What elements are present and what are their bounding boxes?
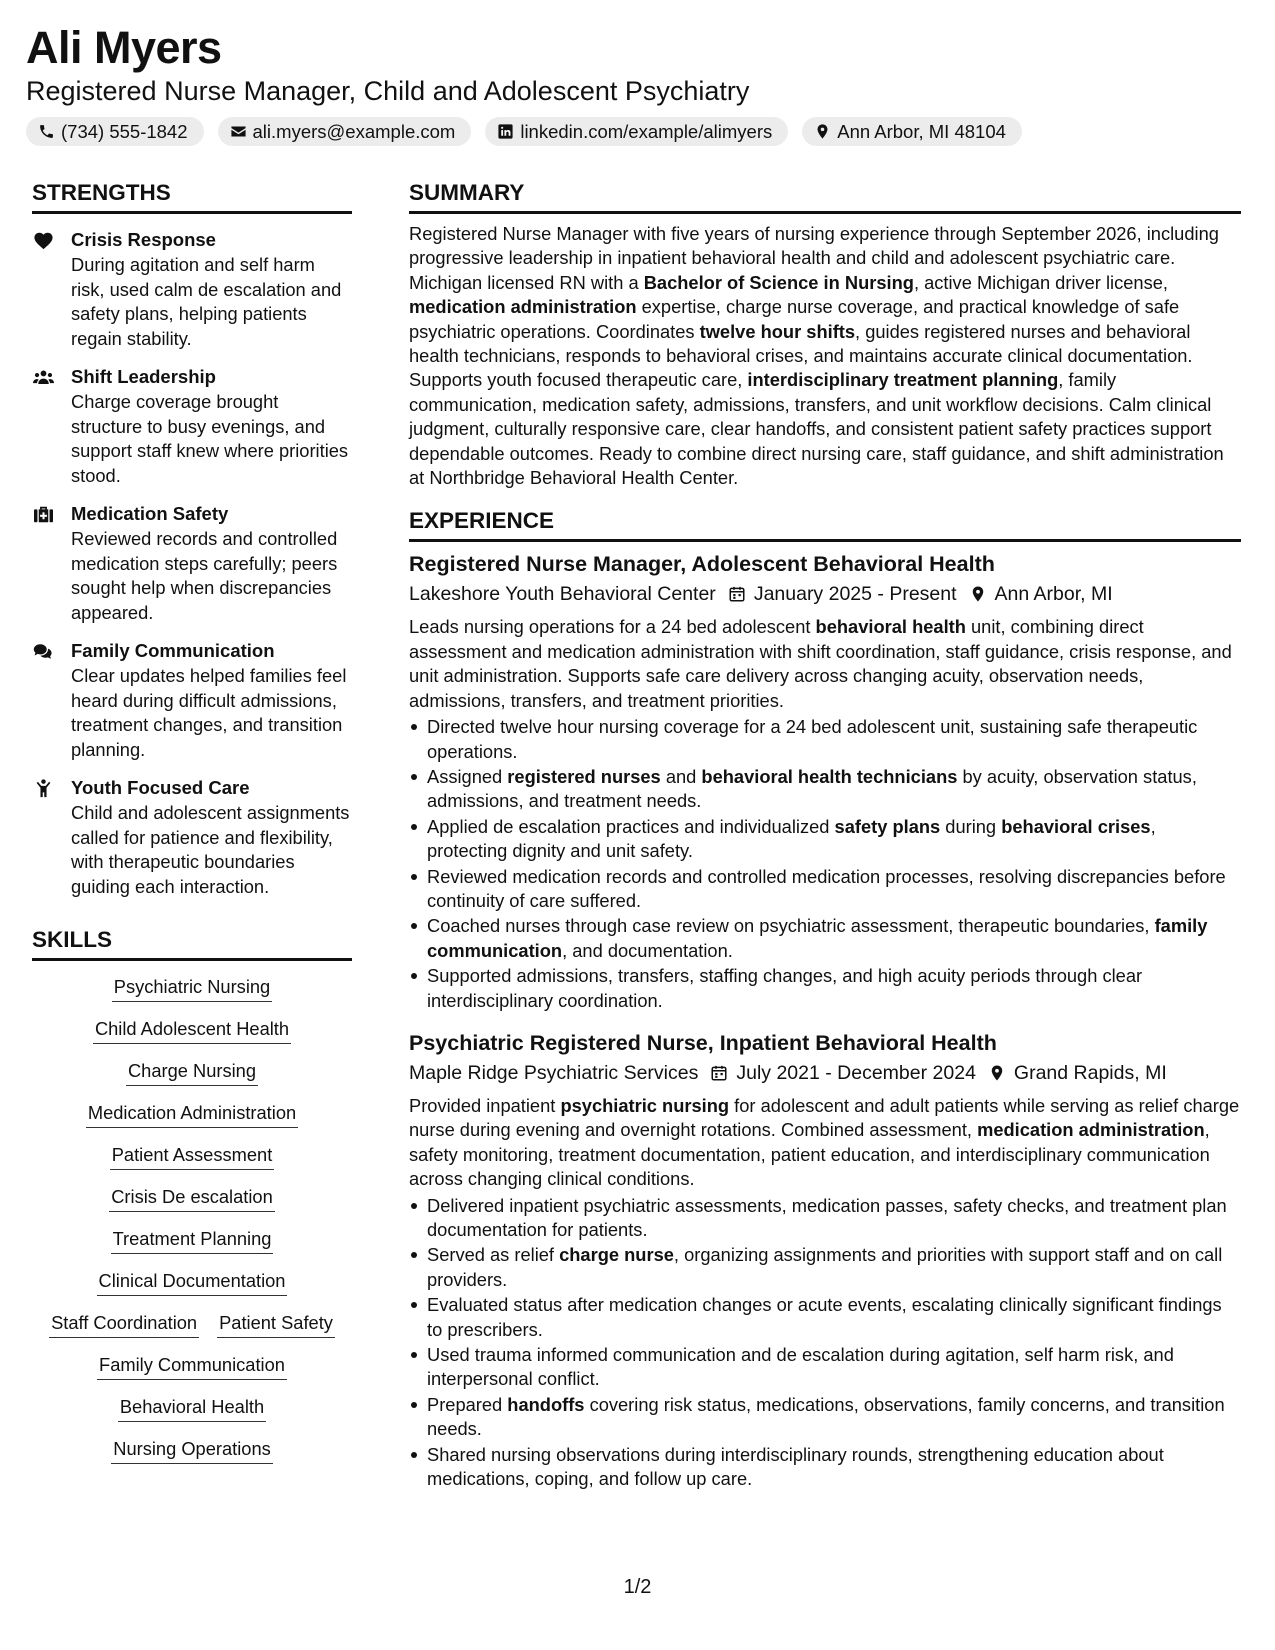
job-title: Registered Nurse Manager, Adolescent Behavioral Health	[409, 552, 995, 577]
skill-tag: Staff Coordination	[49, 1311, 199, 1338]
job-bullets	[409, 715, 1241, 1013]
bullet-item: Applied de escalation practices and individualized safety plans during behavioral crises, protecting dignity and unit safety.	[409, 815, 1241, 864]
right-column	[409, 178, 1241, 1491]
skill-tag: Charge Nursing	[126, 1059, 258, 1086]
bold-keyword: safety plans	[834, 815, 941, 837]
skill-tag: Behavioral Health	[118, 1395, 266, 1422]
summary-text: Registered Nurse Manager with five years of nursing experience through September 2026, including progressive leadership in inpatient behavioral health and child and adolescent psychiatric care. Michigan licensed RN with a Bachelor of Science in Nursing, active Michigan driver license, medication administration expertise, charge nurse coverage, and practical knowledge of safe psychiatric operations. Coordinates twelve hour shifts, guides registered nurses and behavioral health technicians, responds to behavioral crises, and maintains accurate clinical documentation. Supports youth focused therapeutic care, interdisciplinary treatment planning, family communication, medication safety, admissions, transfers, and unit workflow decisions. Calm clinical judgment, culturally responsive care, clear handoffs, and consistent patient safety practices support dependable outcomes. Ready to combine direct nursing care, staff guidance, and shift administration at Northbridge Behavioral Health Center.	[409, 223, 1224, 489]
contact-linkedin-text: linkedin.com/example/alimyers	[520, 120, 773, 142]
bullet-item: Delivered inpatient psychiatric assessments, medication passes, safety checks, and treatment plan documentation for patients.	[409, 1194, 1241, 1243]
job-location: Ann Arbor, MI	[994, 583, 1113, 606]
strength-item	[32, 502, 352, 625]
job-meta	[409, 1058, 1241, 1088]
skill-tag: Nursing Operations	[111, 1437, 273, 1464]
bold-keyword: charge nurse	[559, 1244, 674, 1266]
job-entry	[409, 1029, 1241, 1492]
strength-desc: Charge coverage brought structure to busy evenings, and support staff knew where priorities stood.	[71, 391, 349, 486]
candidate-name: Ali Myers	[26, 22, 222, 73]
bold-keyword: family communication	[427, 915, 1208, 961]
bullet-item: Prepared handoffs covering risk status, medications, observations, family concerns, and transition needs.	[409, 1393, 1241, 1442]
strength-item	[32, 776, 352, 899]
bold-keyword: twelve hour shifts	[699, 320, 856, 342]
experience-heading: EXPERIENCE	[409, 506, 1241, 542]
comments-icon	[32, 639, 71, 762]
page-number: 1/2	[623, 1576, 652, 1598]
bullet-item: Supported admissions, transfers, staffing changes, and high acuity periods through clear interdisciplinary coordination.	[409, 964, 1241, 1013]
strengths-heading: STRENGTHS	[32, 178, 352, 214]
job-description: Leads nursing operations for a 24 bed adolescent behavioral health unit, combining direct assessment and medication administration with shift coordination, staff guidance, crisis response, and unit administration. Supports safe care delivery across changing acuity, observation needs, admissions, transfers, and treatment priorities.	[409, 616, 1232, 711]
skills-list	[32, 975, 352, 1464]
skill-tag: Crisis De escalation	[109, 1185, 275, 1212]
bold-keyword: Bachelor of Science in Nursing	[643, 271, 914, 293]
strength-title: Youth Focused Care	[71, 777, 250, 798]
calendar-icon	[728, 585, 746, 603]
job-description: Provided inpatient psychiatric nursing for adolescent and adult patients while serving as relief charge nurse during evening and overnight rotations. Combined assessment, medication administration, safety monitoring, treatment documentation, patient education, and interdisciplinary communication across changing clinical conditions.	[409, 1094, 1240, 1190]
bold-keyword: behavioral health	[815, 616, 966, 638]
contact-bar	[26, 117, 1249, 146]
bullet-item: Evaluated status after medication changes or acute events, escalating clinically significant findings to prescribers.	[409, 1293, 1241, 1342]
skill-tag: Psychiatric Nursing	[112, 975, 272, 1002]
heart-icon	[32, 228, 71, 351]
phone-icon	[38, 123, 55, 140]
skill-tag: Patient Safety	[217, 1311, 335, 1338]
contact-linkedin[interactable]	[485, 117, 788, 146]
location-pin-icon	[969, 585, 987, 603]
skill-tag: Patient Assessment	[110, 1143, 275, 1170]
strength-desc: Clear updates helped families feel heard during difficult admissions, treatment changes, and transition planning.	[71, 665, 347, 760]
location-pin-icon	[988, 1064, 1006, 1082]
users-icon	[32, 365, 71, 488]
location-pin-icon	[814, 123, 831, 140]
job-dates: January 2025 - Present	[753, 583, 957, 606]
candidate-title: Registered Nurse Manager, Child and Adolescent Psychiatry	[26, 76, 750, 106]
strength-desc: Reviewed records and controlled medication steps carefully; peers sought help when discrepancies appeared.	[71, 528, 338, 623]
bullet-item: Shared nursing observations during interdisciplinary rounds, strengthening education about medications, coping, and follow up care.	[409, 1443, 1241, 1492]
job-bullets	[409, 1194, 1241, 1492]
linkedin-icon	[497, 123, 514, 140]
calendar-icon	[710, 1064, 728, 1082]
skills-heading: SKILLS	[32, 925, 352, 961]
strength-title: Medication Safety	[71, 503, 229, 524]
bullet-item: Served as relief charge nurse, organizing assignments and priorities with support staff and on call providers.	[409, 1243, 1241, 1292]
bullet-item: Coached nurses through case review on psychiatric assessment, therapeutic boundaries, family communication, and documentation.	[409, 914, 1241, 963]
strength-desc: Child and adolescent assignments called for patience and flexibility, with therapeutic boundaries guiding each interaction.	[71, 802, 350, 897]
left-column	[32, 178, 352, 1464]
contact-email[interactable]	[218, 117, 472, 146]
medkit-icon	[32, 502, 71, 625]
job-company: Maple Ridge Psychiatric Services	[409, 1061, 699, 1084]
skill-tag: Child Adolescent Health	[93, 1017, 291, 1044]
bold-keyword: psychiatric nursing	[560, 1094, 730, 1116]
child-icon	[32, 776, 71, 899]
resume-header	[26, 22, 1249, 146]
strength-item	[32, 228, 352, 351]
skill-tag: Treatment Planning	[111, 1227, 274, 1254]
bullet-item: Directed twelve hour nursing coverage for a 24 bed adolescent unit, sustaining safe therapeutic operations.	[409, 715, 1241, 764]
contact-location	[802, 117, 1022, 146]
bullet-item: Reviewed medication records and controlled medication processes, resolving discrepancies before continuity of care suffered.	[409, 865, 1241, 914]
strength-title: Crisis Response	[71, 229, 216, 250]
bold-keyword: handoffs	[507, 1393, 585, 1415]
job-location: Grand Rapids, MI	[1013, 1061, 1167, 1084]
envelope-icon	[230, 123, 247, 140]
job-dates: July 2021 - December 2024	[736, 1061, 976, 1084]
contact-phone[interactable]	[26, 117, 204, 146]
strength-title: Shift Leadership	[71, 366, 216, 387]
bullet-item: Assigned registered nurses and behavioral health technicians by acuity, observation status, admissions, and treatment needs.	[409, 765, 1241, 814]
strength-title: Family Communication	[71, 640, 275, 661]
contact-email-text: ali.myers@example.com	[252, 120, 456, 142]
contact-location-text: Ann Arbor, MI 48104	[837, 120, 1006, 142]
strength-item	[32, 639, 352, 762]
strength-desc: During agitation and self harm risk, used calm de escalation and safety plans, helping patients regain stability.	[71, 254, 342, 349]
summary-heading: SUMMARY	[409, 178, 1241, 214]
job-meta	[409, 579, 1241, 609]
strength-item	[32, 365, 352, 488]
skill-tag: Medication Administration	[86, 1101, 298, 1128]
bold-keyword: medication administration	[409, 296, 637, 318]
bullet-item: Used trauma informed communication and de escalation during agitation, self harm risk, and interpersonal conflict.	[409, 1343, 1241, 1392]
job-entry	[409, 550, 1241, 1013]
bold-keyword: medication administration	[977, 1119, 1205, 1141]
job-title: Psychiatric Registered Nurse, Inpatient Behavioral Health	[409, 1030, 997, 1055]
bold-keyword: interdisciplinary treatment planning	[747, 369, 1059, 391]
skill-tag: Clinical Documentation	[97, 1269, 288, 1296]
skill-tag: Family Communication	[97, 1353, 287, 1380]
bold-keyword: behavioral health technicians	[701, 765, 958, 787]
bold-keyword: behavioral crises	[1001, 815, 1151, 837]
bold-keyword: registered nurses	[507, 765, 661, 787]
job-company: Lakeshore Youth Behavioral Center	[409, 583, 716, 606]
contact-phone-text: (734) 555-1842	[61, 120, 188, 142]
